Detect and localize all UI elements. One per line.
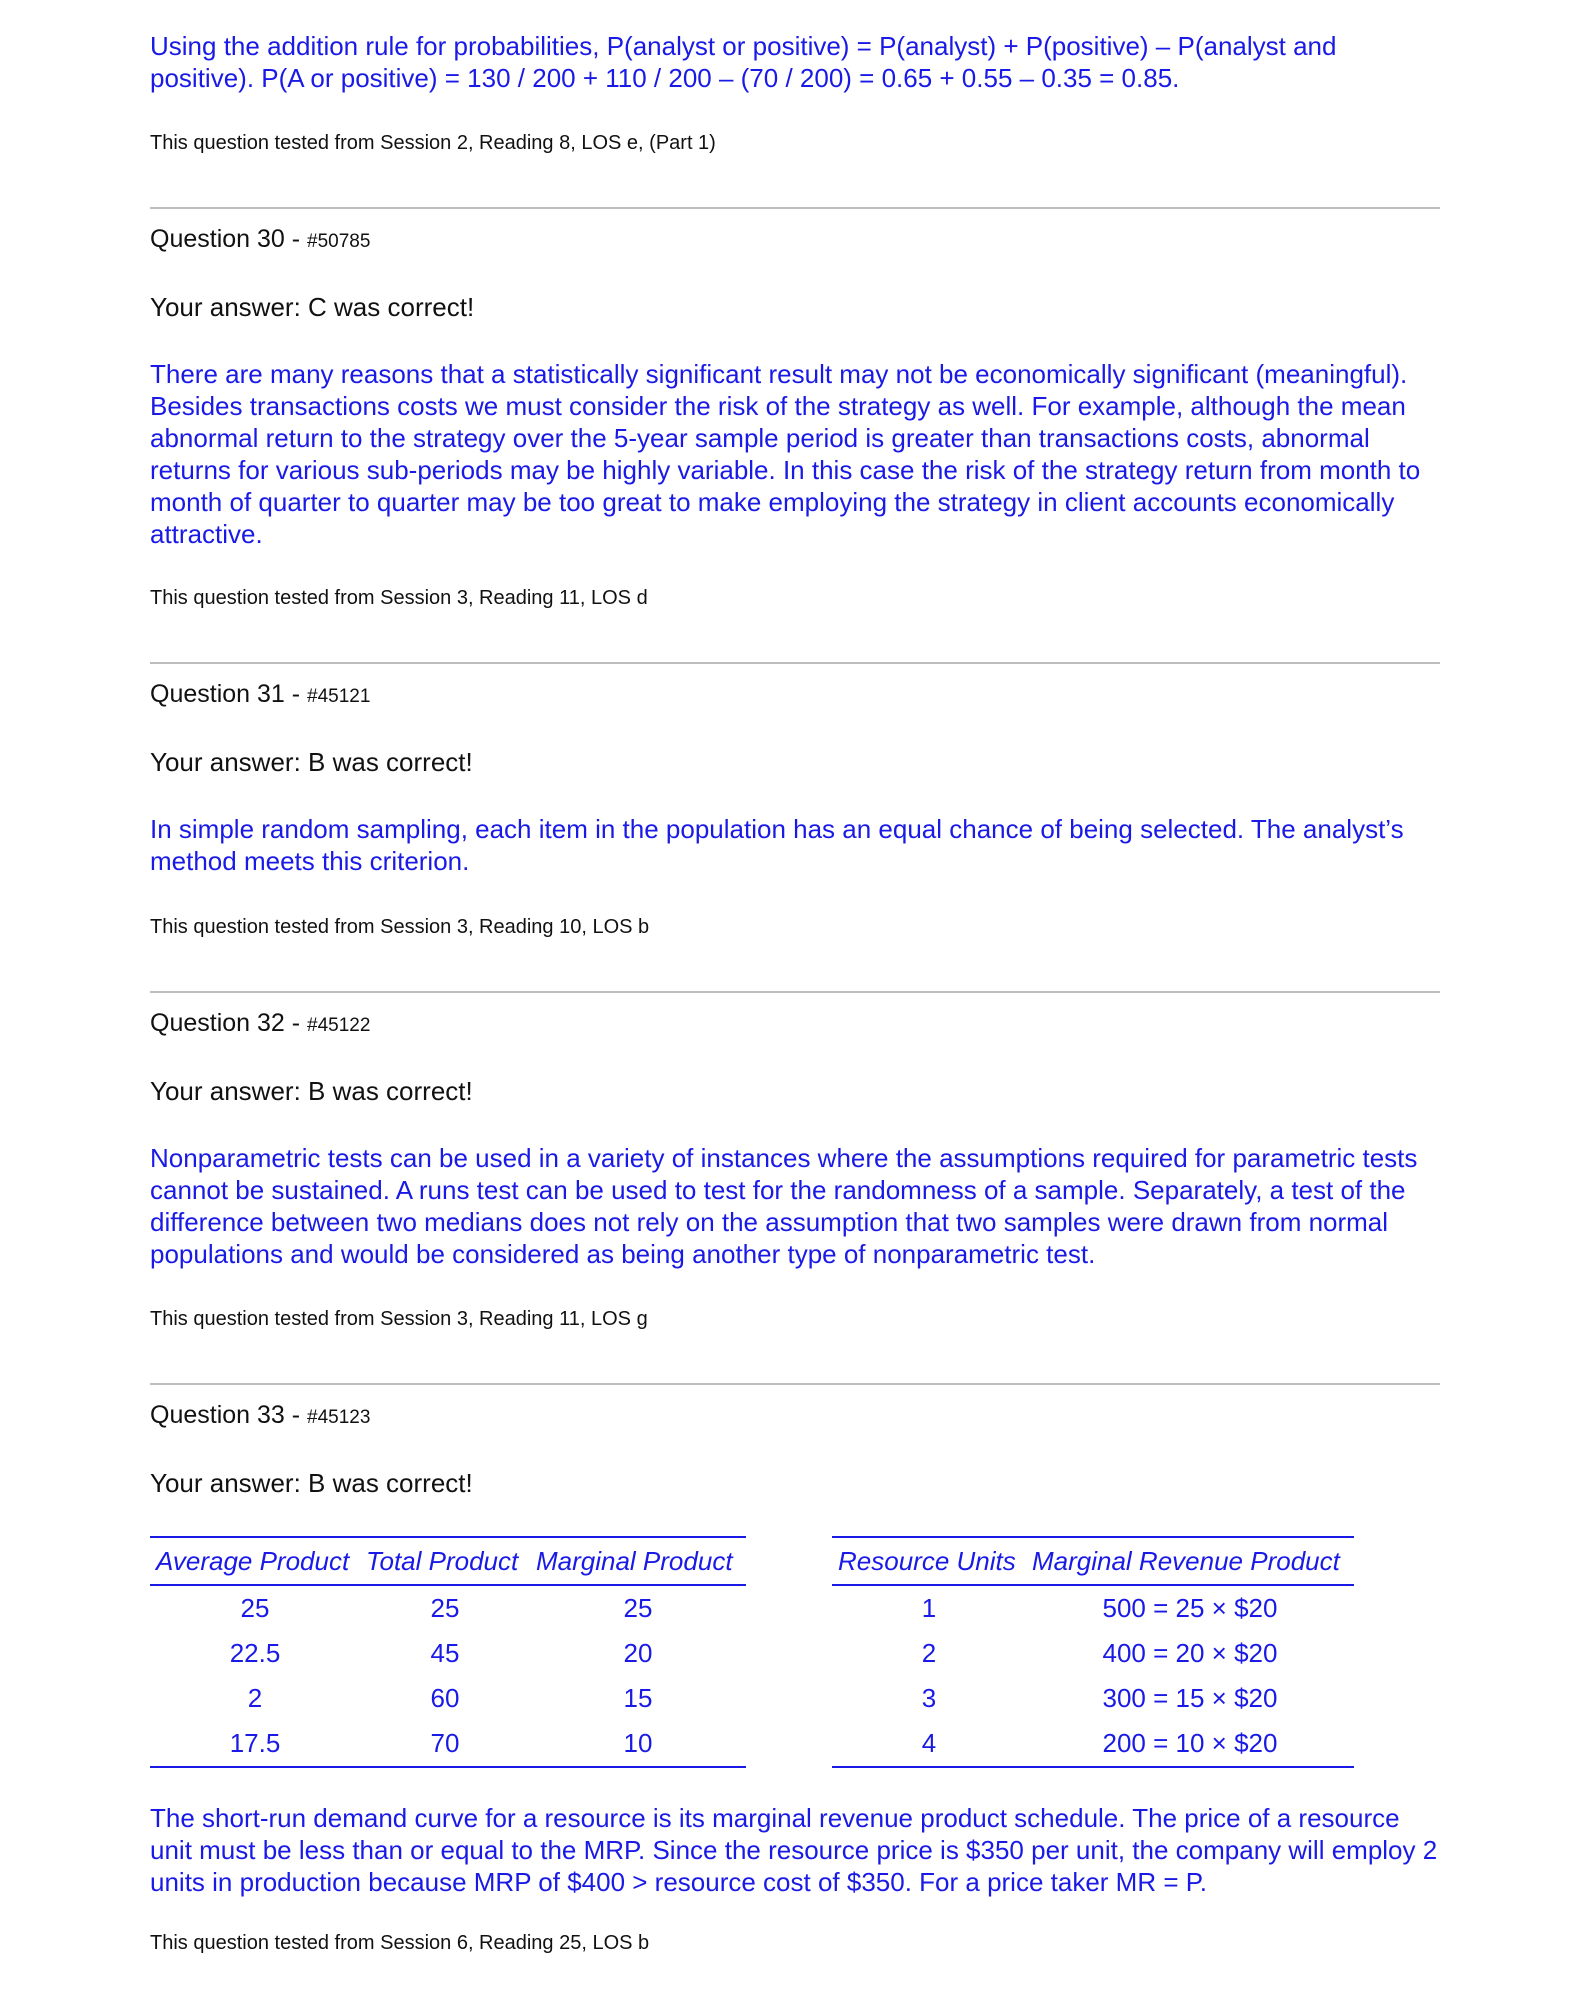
table-cell: 1	[921, 1593, 937, 1623]
question-30-explanation: There are many reasons that a statistically significant result may not be economically significant (meaningful). Besides transactions costs we must consider the risk of the strategy as well. For example, although the mean abnormal return to the strategy over the 5-year sample period is greater than transactions costs, abnormal returns for various sub-periods may be highly variable. In this case the risk of the strategy return from month to month of quarter to quarter may be too great to make employing the strategy in client accounts economically attractive.	[150, 359, 1421, 549]
question-number: #45121	[307, 686, 371, 707]
question-31-explanation: In simple random sampling, each item in the population has an equal chance of being selected. The analyst’s method meets this criterion.	[150, 814, 1404, 876]
table-cell: 25	[623, 1593, 653, 1623]
product-table	[150, 1536, 746, 1768]
question-31-heading	[150, 679, 1440, 712]
table-cell: 25	[430, 1593, 460, 1623]
question-32-explanation: Nonparametric tests can be used in a variety of instances where the assumptions required for parametric tests cannot be sustained. A runs test can be used to test for the randomness of a sample. Separately, a test of the difference between two medians does not rely on the assumption that two samples were drawn from normal populations and would be considered as being another type of nonparametric test.	[150, 1143, 1418, 1269]
divider	[150, 207, 1440, 209]
table-cell: 500 = 25 × $20	[1102, 1593, 1278, 1623]
question-number: #50785	[307, 231, 371, 252]
table-cell: 15	[623, 1683, 653, 1713]
table-cell: 300 = 15 × $20	[1102, 1683, 1278, 1713]
question-33-heading	[150, 1400, 1440, 1433]
column-header: Marginal Product	[530, 1537, 746, 1585]
question-32-heading	[150, 1008, 1440, 1041]
table-row	[832, 1631, 1354, 1676]
table-row	[832, 1721, 1354, 1767]
question-33-tested: This question tested from Session 6, Reading 25, LOS b	[150, 1932, 650, 1954]
question-label: Question 33 -	[150, 1401, 308, 1429]
q29-explanation: Using the addition rule for probabilities, P(analyst or positive) = P(analyst) + P(positive) – P(analyst and positive). P(A or positive) = 130 / 200 + 110 / 200 – (70 / 200) = 0.65 + 0.55 – 0.35 = 0.85.	[150, 31, 1337, 93]
table-cell: 22.5	[229, 1638, 281, 1668]
table-cell: 10	[530, 1721, 746, 1767]
question-label: Question 32 -	[150, 1009, 308, 1037]
table-cell: 25	[240, 1593, 270, 1623]
table-cell: 70	[360, 1721, 530, 1767]
divider	[150, 662, 1440, 664]
column-header: Average Product	[150, 1537, 360, 1585]
table-row	[150, 1721, 746, 1767]
mrp-table	[832, 1536, 1354, 1768]
table-cell: 45	[430, 1638, 460, 1668]
q29-tested: This question tested from Session 2, Reading 8, LOS e, (Part 1)	[150, 132, 716, 154]
table-cell: 200 = 10 × $20	[1026, 1721, 1354, 1767]
question-number: #45123	[307, 1407, 371, 1428]
table-cell: 3	[921, 1683, 937, 1713]
table-row	[150, 1676, 746, 1721]
question-33-answer: Your answer: B was correct!	[150, 1468, 473, 1498]
column-header: Marginal Revenue Product	[1026, 1537, 1354, 1585]
divider	[150, 991, 1440, 993]
table-cell: 20	[623, 1638, 653, 1668]
question-label: Question 30 -	[150, 225, 308, 253]
table-row	[832, 1585, 1354, 1631]
column-header: Total Product	[360, 1537, 530, 1585]
question-label: Question 31 -	[150, 680, 308, 708]
table-cell: 17.5	[150, 1721, 360, 1767]
table-cell: 2	[921, 1638, 937, 1668]
question-30-tested: This question tested from Session 3, Reading 11, LOS d	[150, 587, 648, 609]
question-31-tested: This question tested from Session 3, Reading 10, LOS b	[150, 916, 650, 938]
question-30-answer: Your answer: C was correct!	[150, 292, 475, 322]
question-33-explanation: The short-run demand curve for a resource is its marginal revenue product schedule. The price of a resource unit must be less than or equal to the MRP. Since the resource price is $350 per unit, the company will employ 2 units in production because MRP of $400 > resource cost of $350. For a price taker MR = P.	[150, 1803, 1438, 1897]
question-number: #45122	[307, 1015, 371, 1036]
column-header: Resource Units	[832, 1537, 1026, 1585]
table-cell: 60	[430, 1683, 460, 1713]
table-row	[832, 1676, 1354, 1721]
divider	[150, 1383, 1440, 1385]
table-row	[150, 1631, 746, 1676]
table-row	[150, 1585, 746, 1631]
table-cell: 4	[832, 1721, 1026, 1767]
question-32-tested: This question tested from Session 3, Reading 11, LOS g	[150, 1308, 648, 1330]
question-30-heading	[150, 224, 1440, 257]
table-cell: 400 = 20 × $20	[1102, 1638, 1278, 1668]
table-cell: 2	[247, 1683, 263, 1713]
table-header-row	[832, 1537, 1354, 1585]
question-31-answer: Your answer: B was correct!	[150, 747, 473, 777]
table-header-row	[150, 1537, 746, 1585]
question-32-answer: Your answer: B was correct!	[150, 1076, 473, 1106]
